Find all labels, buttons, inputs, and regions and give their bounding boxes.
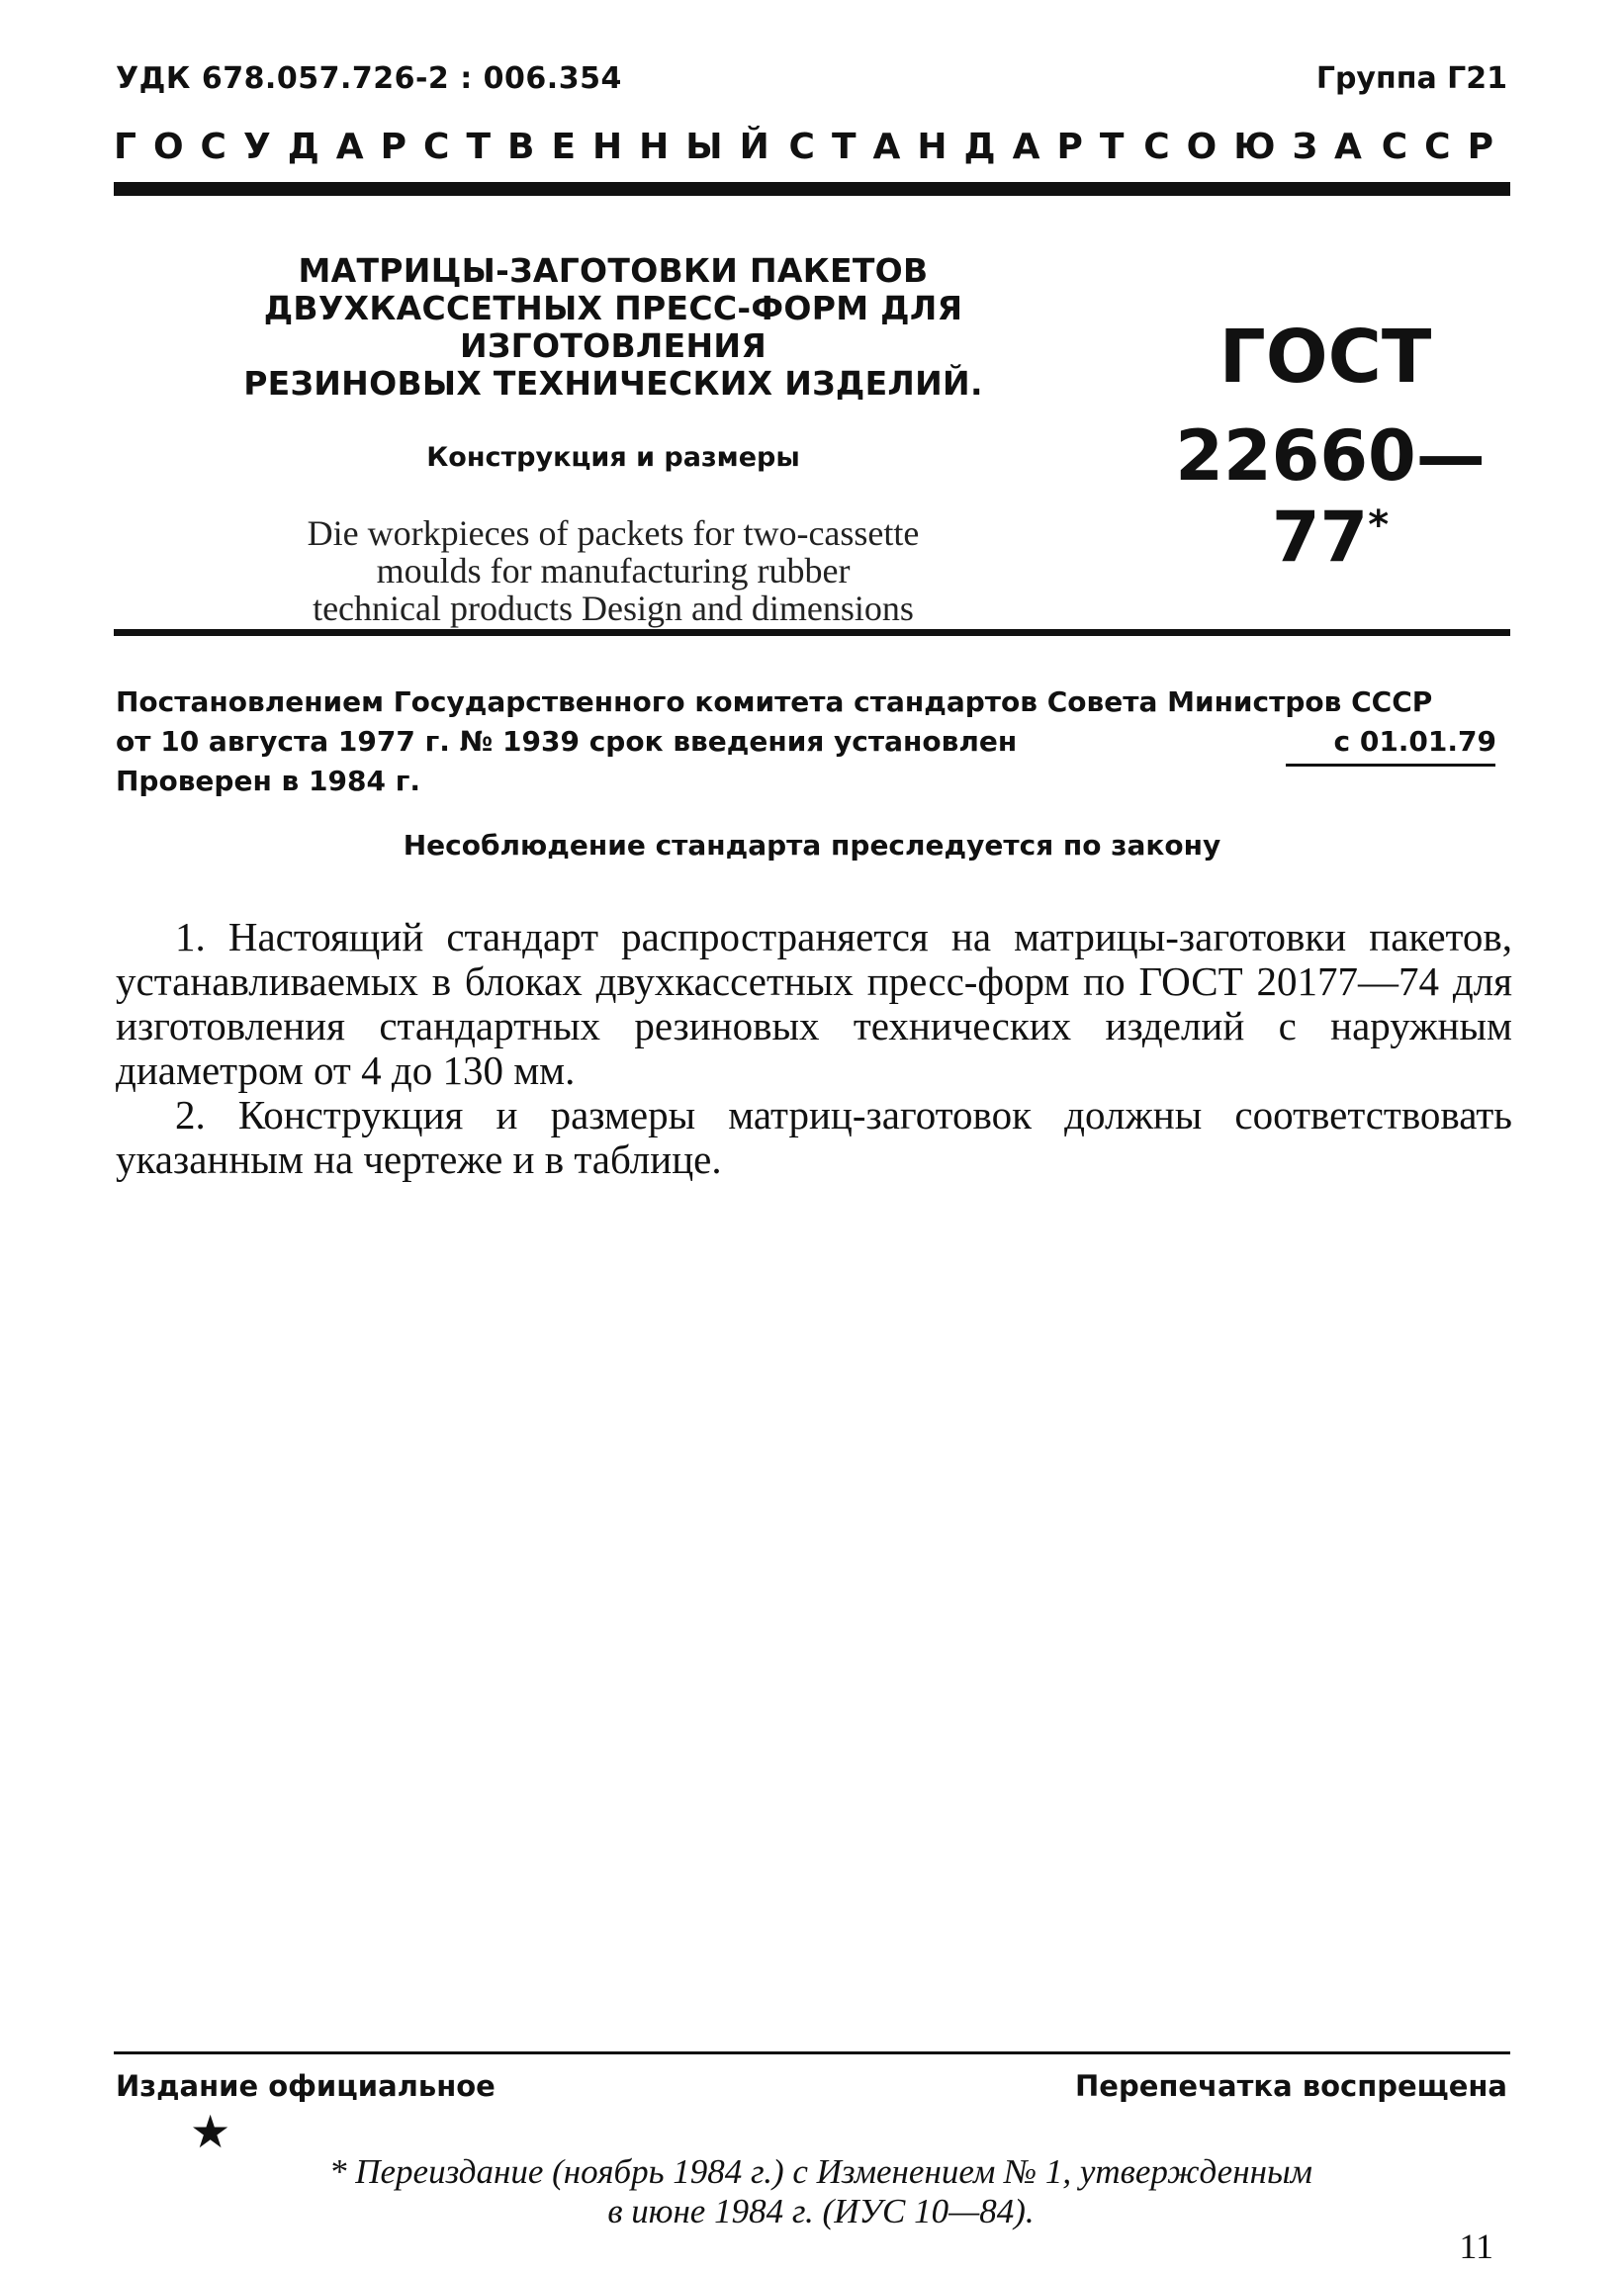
udk-code: УДК 678.057.726-2 : 006.354 — [116, 61, 622, 96]
title-block — [114, 252, 1113, 627]
reissue-footnote — [237, 2152, 1404, 2231]
state-standard-word: ССР — [1381, 127, 1510, 167]
title-en-line: technical products Design and dimensions — [313, 589, 914, 628]
group-code: Группа Г21 — [1315, 61, 1507, 96]
title-line: ДВУХКАССЕТНЫХ ПРЕСС-ФОРМ ДЛЯ ИЗГОТОВЛЕНИЯ — [263, 289, 963, 365]
decree-line: Проверен в 1984 г. — [116, 765, 420, 797]
title-russian — [114, 252, 1113, 403]
title-rule — [114, 629, 1510, 636]
gost-label: ГОСТ — [1218, 315, 1432, 400]
body-text — [116, 915, 1512, 1182]
date-underline — [1286, 764, 1495, 767]
reprint-prohibited-label: Перепечатка воспрещена — [1075, 2069, 1507, 2103]
state-standard-word: СТАНДАРТ — [788, 127, 1141, 167]
gost-number-text: 22660—77 — [1175, 415, 1486, 578]
paragraph: 2. Конструкция и размеры матриц-заготовок должны соответствовать указанным на чертеже и в таблице. — [116, 1092, 1512, 1182]
title-en-line: moulds for manufacturing rubber — [376, 551, 851, 591]
star-icon: ★ — [190, 2105, 231, 2158]
state-standard-word: ГОСУДАРСТВЕННЫЙ — [114, 127, 786, 167]
official-edition-label: Издание официальное — [116, 2069, 496, 2103]
gost-asterisk: * — [1368, 502, 1390, 548]
title-english — [114, 514, 1113, 627]
decree-line: от 10 августа 1977 г. № 1939 срок введения установлен — [116, 725, 1018, 758]
effective-date: с 01.01.79 — [1333, 725, 1496, 758]
decree-block — [116, 682, 1512, 801]
footer-rule — [114, 2051, 1510, 2054]
decree-line: Постановлением Государственного комитета стандартов Совета Министров СССР — [116, 685, 1433, 718]
subtitle-russian: Конструкция и размеры — [426, 442, 800, 473]
footnote-line: в июне 1984 г. (ИУС 10—84). — [607, 2192, 1035, 2230]
state-standard-word: СОЮЗА — [1143, 127, 1379, 167]
paragraph: 1. Настоящий стандарт распространяется на матрицы-заготовки пакетов, устанавливаемых в блоках двухкассетных пресс-форм по ГОСТ 20177—74 для изготовления стандартных резиновых технических изделий с наружным диаметром от 4 до 130 мм. — [116, 914, 1512, 1093]
state-standard-heading — [114, 127, 1510, 167]
header-rule — [114, 182, 1510, 196]
title-en-line: Die workpieces of packets for two-cassette — [307, 513, 920, 553]
title-line: РЕЗИНОВЫХ ТЕХНИЧЕСКИХ ИЗДЕЛИЙ. — [243, 364, 983, 403]
penalty-notice: Несоблюдение стандарта преследуется по закону — [403, 829, 1221, 862]
footnote-line: * Переиздание (ноябрь 1984 г.) с Изменением № 1, утвержденным — [329, 2152, 1312, 2191]
page-number: 11 — [1459, 2227, 1493, 2266]
gost-number — [1118, 415, 1543, 578]
title-line: МАТРИЦЫ-ЗАГОТОВКИ ПАКЕТОВ — [298, 251, 929, 290]
decree-row — [116, 722, 1512, 762]
